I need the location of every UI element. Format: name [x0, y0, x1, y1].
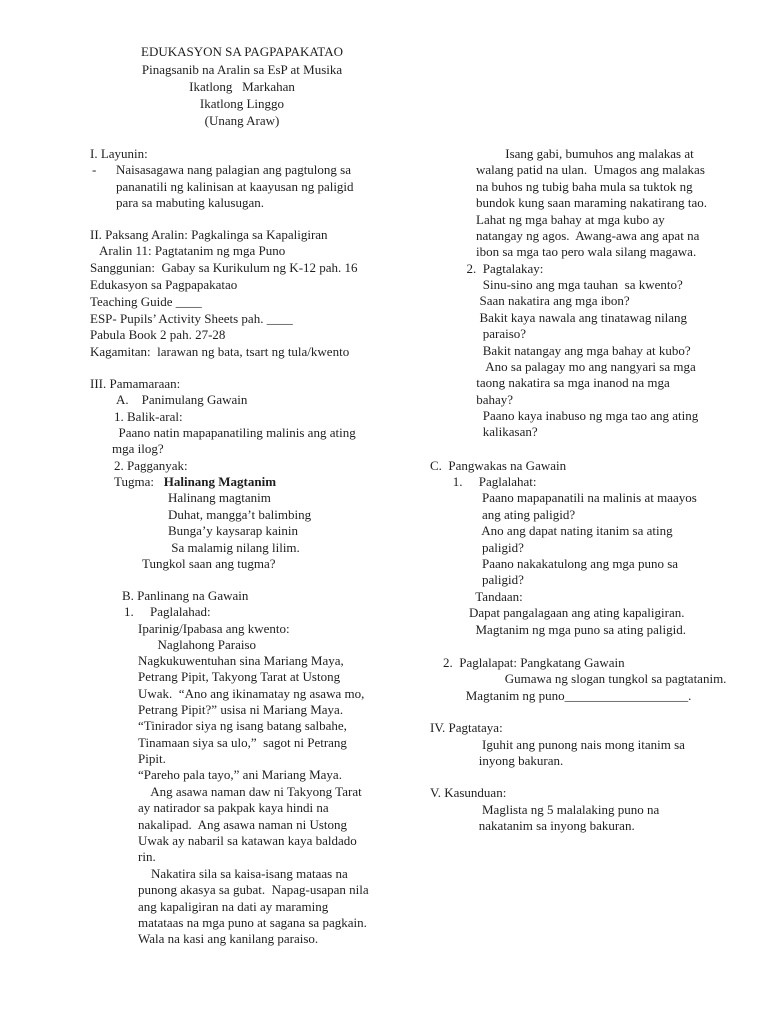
reference-line: Teaching Guide ____: [90, 294, 202, 309]
story-line: natangay ng agos. Awang-awa ang apat na: [476, 228, 700, 243]
objective-line: pananatili ng kalinisan at kaayusan ng paligid: [116, 179, 354, 194]
section-heading-layunin: I. Layunin:: [90, 146, 148, 161]
subsection-heading: B. Panlinang na Gawain: [122, 588, 249, 603]
section-heading-pagtataya: IV. Pagtataya:: [430, 720, 503, 735]
story-line: Wala na kasi ang kanilang paraiso.: [138, 931, 319, 946]
tugma-title: Halinang Magtanim: [163, 474, 277, 489]
story-line: ay natirador sa pakpak kaya hindi na: [138, 800, 329, 815]
story-title: Naglahong Paraiso: [138, 637, 257, 652]
tugma-line: [114, 474, 276, 490]
story-line: Petrang Pipit, Takyong Tarat at Ustong: [138, 669, 341, 684]
reference-line: Edukasyon sa Pagpapakatao: [90, 277, 238, 292]
story-line: Uwak ay nabaril sa katawan kaya baldado: [138, 833, 357, 848]
body-line: Iguhit ang punong nais mong itanim sa: [430, 737, 685, 752]
story-line: ibon sa mga tao pero wala silang magawa.: [476, 244, 697, 259]
remember-line: Dapat pangalagaan ang ating kapaligiran.: [430, 605, 685, 620]
body-line: Iparinig/Ipabasa ang kwento:: [138, 621, 290, 636]
reference-line: ESP- Pupils’ Activity Sheets pah. ____: [90, 311, 293, 326]
story-line: Isang gabi, bumuhos ang malakas at: [476, 146, 694, 161]
story-line: “Tinirador siya ng isang batang salbahe,: [138, 718, 347, 733]
lesson-title: Aralin 11: Pagtatanim ng mga Puno: [90, 243, 286, 258]
day-label: (Unang Araw): [204, 113, 280, 128]
body-line: Paano natin mapapanatiling malinis ang ating: [112, 425, 356, 440]
question-line: bahay?: [460, 392, 514, 407]
document-subtitle: Pinagsanib na Aralin sa EsP at Musika: [141, 62, 343, 77]
story-line: Lahat ng mga bahay at mga kubo ay: [476, 212, 665, 227]
document-title: EDUKASYON SA PAGPAPAKATAO: [141, 44, 343, 59]
question-line: ang ating paligid?: [430, 507, 576, 522]
question-line: Bakit natangay ang mga bahay at kubo?: [460, 343, 691, 358]
body-line: Maglista ng 5 malalaking puno na: [430, 802, 660, 817]
activity-line: Gumawa ng slogan tungkol sa pagtatanim.: [430, 671, 727, 686]
step-heading: 2. Pagganyak:: [114, 458, 188, 473]
story-line: Nagkukuwentuhan sina Mariang Maya,: [138, 653, 344, 668]
story-line: punong akasya sa gubat. Napag-usapan nila: [138, 882, 369, 897]
reference-line: Pabula Book 2 pah. 27-28: [90, 327, 226, 342]
story-line: Nakatira sila sa kaisa-isang mataas na: [138, 866, 348, 881]
question-line: Paano nakakatulong ang mga puno sa: [430, 556, 679, 571]
question-line: kalikasan?: [460, 424, 538, 439]
body-line: mga ilog?: [112, 441, 164, 456]
story-line: walang patid na ulan. Umagos ang malakas: [476, 162, 705, 177]
question-line: Bakit kaya nawala ang tinatawag nilang: [460, 310, 688, 325]
story-line: bundok kung saan maraming nakatirang tao.: [476, 195, 708, 210]
question-line: Sinu-sino ang mga tauhan sa kwento?: [460, 277, 683, 292]
bullet: -: [92, 162, 97, 177]
section-heading-kasunduan: V. Kasunduan:: [430, 785, 507, 800]
step-heading: 1. Paglalahad:: [124, 604, 211, 619]
subsection-heading: C. Pangwakas na Gawain: [430, 458, 567, 473]
poem-line: Duhat, mangga’t balimbing: [168, 507, 312, 522]
poem-line: Halinang magtanim: [168, 490, 271, 505]
story-line: Tinamaan siya sa ulo,” sagot ni Petrang: [138, 735, 347, 750]
poem-line: Bunga’y kaysarap kainin: [168, 523, 298, 538]
question-line: Ano sa palagay mo ang nangyari sa mga: [460, 359, 696, 374]
question-line: Ano ang dapat nating itanim sa ating: [430, 523, 673, 538]
story-line: Petrang Pipit?” usisa ni Mariang Maya.: [138, 702, 344, 717]
section-heading-pamamaraan: III. Pamamaraan:: [90, 376, 181, 391]
reference-line: Sanggunian: Gabay sa Kurikulum ng K-12 pah. 16: [90, 260, 358, 275]
question-line: paligid?: [430, 572, 524, 587]
question-line: Saan nakatira ang mga ibon?: [460, 293, 630, 308]
quarter-label: Ikatlong Markahan: [189, 79, 295, 94]
story-line: Pipit.: [138, 751, 166, 766]
objective-line: para sa mabuting kalusugan.: [116, 195, 265, 210]
poem-line: Sa malamig nilang lilim.: [168, 540, 300, 555]
story-line: “Pareho pala tayo,” ani Mariang Maya.: [138, 767, 342, 782]
step-heading: 1. Paglalahat:: [430, 474, 537, 489]
question-line: paligid?: [430, 540, 524, 555]
tugma-label: Tugma:: [114, 474, 164, 489]
step-heading: 2. Paglalapat: Pangkatang Gawain: [430, 655, 625, 670]
story-line: Uwak. “Ano ang ikinamatay ng asawa mo,: [138, 686, 365, 701]
activity-line: Magtanim ng puno___________________.: [430, 688, 692, 703]
materials-line: Kagamitan: larawan ng bata, tsart ng tula/kwento: [90, 344, 350, 359]
subsection-heading: A. Panimulang Gawain: [116, 392, 248, 407]
story-line: na buhos ng tubig baha mula sa tuktok ng: [476, 179, 693, 194]
question-line: paraiso?: [460, 326, 527, 341]
step-heading: 2. Pagtalakay:: [460, 261, 544, 276]
step-heading: 1. Balik-aral:: [114, 409, 183, 424]
question-line: Paano mapapanatili na malinis at maayos: [430, 490, 697, 505]
story-line: rin.: [138, 849, 156, 864]
body-line: nakatanim sa inyong bakuran.: [430, 818, 635, 833]
body-line: inyong bakuran.: [430, 753, 564, 768]
section-heading-paksang-aralin: II. Paksang Aralin: Pagkalinga sa Kapaligiran: [90, 227, 328, 242]
story-line: nakalipad. Ang asawa naman ni Ustong: [138, 817, 348, 832]
objective-line: Naisasagawa nang palagian ang pagtulong sa: [116, 162, 352, 177]
story-line: ang kapaligiran na dati ay maraming: [138, 899, 329, 914]
story-line: Ang asawa naman daw ni Takyong Tarat: [138, 784, 362, 799]
story-line: matataas na mga puno at sagana sa pagkain.: [138, 915, 367, 930]
remember-line: Magtanim ng mga puno sa ating paligid.: [430, 622, 686, 637]
question-line: Tungkol saan ang tugma?: [142, 556, 276, 571]
remember-heading: Tandaan:: [430, 589, 523, 604]
question-line: Paano kaya inabuso ng mga tao ang ating: [460, 408, 699, 423]
week-label: Ikatlong Linggo: [199, 96, 285, 111]
question-line: taong nakatira sa mga inanod na mga: [460, 375, 670, 390]
